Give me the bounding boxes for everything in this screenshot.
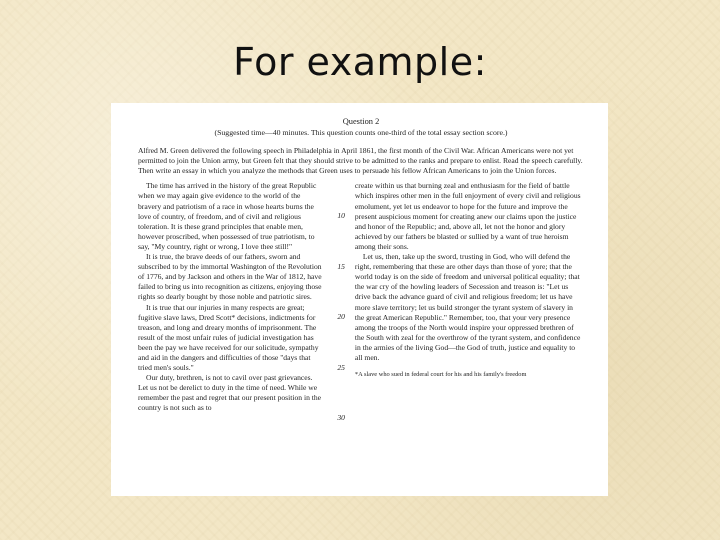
line-numbers — [331, 181, 347, 423]
document-scan — [111, 103, 608, 496]
slide-title: For example: — [233, 40, 487, 84]
line-number: 30 — [337, 413, 345, 423]
question-intro: Alfred M. Green delivered the following speech in Philadelphia in April 1861, the first month of the Civil War. African Americans were not yet permitted to join the Union army, but Green felt that they should strive to be admitted to the ranks and prepare to enlist. Read the speech carefully. Then write an essay in which you analyze the methods that Green uses to persuade his fellow African Americans to join the Union forces. — [138, 146, 583, 175]
question-note: (Suggested time—40 minutes. This question counts one-third of the total essay section score.) — [214, 128, 508, 137]
line-number: 20 — [337, 312, 345, 322]
speech-paragraph: Our duty, brethren, is not to cavil over past grievances. Let us not be derelict to duty in the time of need. While we remember the past and regret that our present position in the country is not such as to — [138, 373, 322, 413]
line-number: 15 — [337, 262, 345, 272]
speech-paragraph: It is true that our injuries in many respects are great; fugitive slave laws, Dred Scott* decisions, indictments for treason, and long and dreary months of imprisonment. The result of the most unfair rules of judicial investigation has been the pay we have received for our solicitude, sympathy and aid in the dangers and difficulties of those "days that tried men's souls." — [138, 302, 319, 373]
speech-left-column — [138, 181, 323, 413]
speech-paragraph: create within us that burning zeal and enthusiasm for the field of battle which inspires other men in the full enjoyment of every civil and religious emolument, yet let us endeavor to hope for the future and improve the present auspicious moment for creating anew our claims upon the justice and honor of the Republic; and, above all, let not the honor and glory achieved by our fathers be blasted or sullied by a want of true heroism among their sons. — [354, 181, 581, 251]
footnote: *A slave who sued in federal court for his and his family's freedom — [354, 371, 527, 379]
speech-paragraph: Let us, then, take up the sword, trusting in God, who will defend the right, remembering that these are other days than those of yore; that the world today is on the side of freedom and universal political equality; that the war cry of the howling leaders of Secession and treason is: "Let us drive back the advance guard of civil and religious freedom; let us have more slave territory; let us build stronger the tyrant system of slavery in the great American Republic." Remember, too, that your very presence among the troops of the North would inspire your oppressed brethren of the South with zeal for the overthrow of the tyrant system, and confidence in the armies of the living God—the God of truth, justice and equality to all men. — [354, 252, 581, 362]
line-number: 25 — [337, 363, 345, 373]
line-number: 10 — [337, 211, 345, 221]
speech-paragraph: It is true, the brave deeds of our fathers, sworn and subscribed to by the immortal Washington of the Revolution of 1776, and by Jackson and others in the War of 1812, have failed to bring us into recognition as citizens, enjoying those rights so dearly bought by those noble and patriotic sires. — [138, 252, 322, 302]
speech-columns — [138, 181, 584, 423]
speech-right-column — [355, 181, 584, 413]
question-title: Question 2 — [342, 117, 380, 126]
speech-paragraph: The time has arrived in the history of the great Republic when we may again give evidence to the world of the bravery and patriotism of a race in whose hearts burns the love of country, of freedom, and of civil and religious toleration. It is these grand principles that enable men, however proscribed, when possessed of true patriotism, to say, "My country, right or wrong, I love thee still!" — [138, 181, 317, 251]
